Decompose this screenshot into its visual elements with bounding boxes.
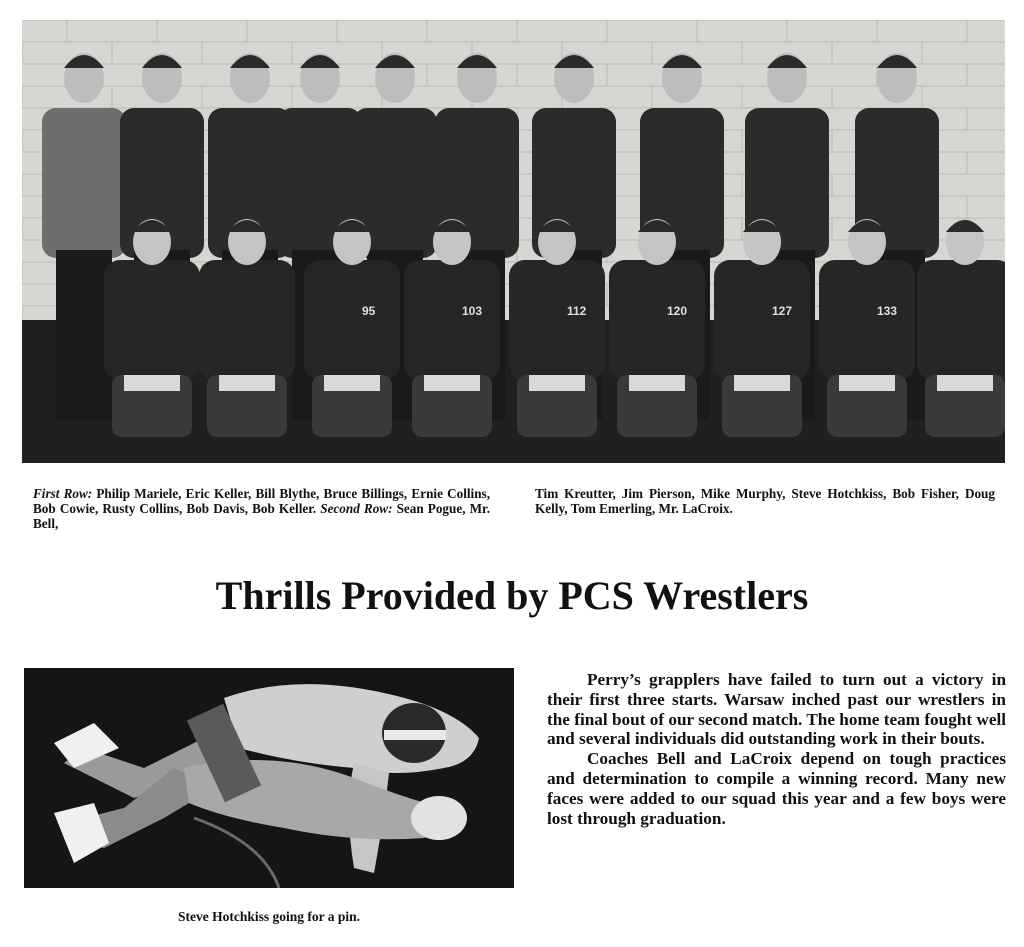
team-caption-left xyxy=(33,486,490,531)
first-row-names: Philip Mariele, Eric Keller, Bill Blythe, Bruce Billings, Ernie Collins, Bob Cowie, Rusty Collins, Bob Davis, Bob Keller. xyxy=(33,486,490,516)
wrestling-action-photo xyxy=(24,668,514,888)
team-photo-graphic xyxy=(22,20,1005,463)
second-row-names-1: Sean Pogue, Mr. Bell, xyxy=(33,501,490,531)
jersey-number: 95 xyxy=(362,304,376,318)
first-row-label: First Row: xyxy=(33,486,93,501)
kneeling-row xyxy=(104,219,1005,437)
jersey-number: 120 xyxy=(667,304,688,318)
team-photo xyxy=(22,20,1005,463)
headgear-strap xyxy=(384,730,446,740)
article-paragraph-2: Coaches Bell and LaCroix depend on tough practices and determination to compile a winning record. Many new faces were added to our squad this year and a few boys were lost through graduation. xyxy=(547,749,1006,828)
article-body xyxy=(547,670,1006,828)
jersey-number: 127 xyxy=(772,304,793,318)
team-caption-right xyxy=(535,486,995,516)
second-row-label: Second Row: xyxy=(320,501,393,516)
action-photo-graphic xyxy=(24,668,514,888)
page-headline: Thrills Provided by PCS Wrestlers xyxy=(215,573,809,618)
bottom-wrestler-headgear xyxy=(411,796,467,840)
second-row-names-2: Tim Kreutter, Jim Pierson, Mike Murphy, Steve Hotchkiss, Bob Fisher, Doug Kelly, Tom Emerling, Mr. LaCroix. xyxy=(535,486,995,516)
action-photo-caption: Steve Hotchkiss going for a pin. xyxy=(177,909,361,924)
jersey-number: 103 xyxy=(462,304,483,318)
article-paragraph-1: Perry’s grapplers have failed to turn out a victory in their first three starts. Warsaw inched past our wrestlers in the final bout of our second match. The home team fought well and several individuals did outstanding work in their bouts. xyxy=(547,670,1006,749)
jersey-number: 133 xyxy=(877,304,898,318)
jersey-number: 112 xyxy=(567,304,587,318)
